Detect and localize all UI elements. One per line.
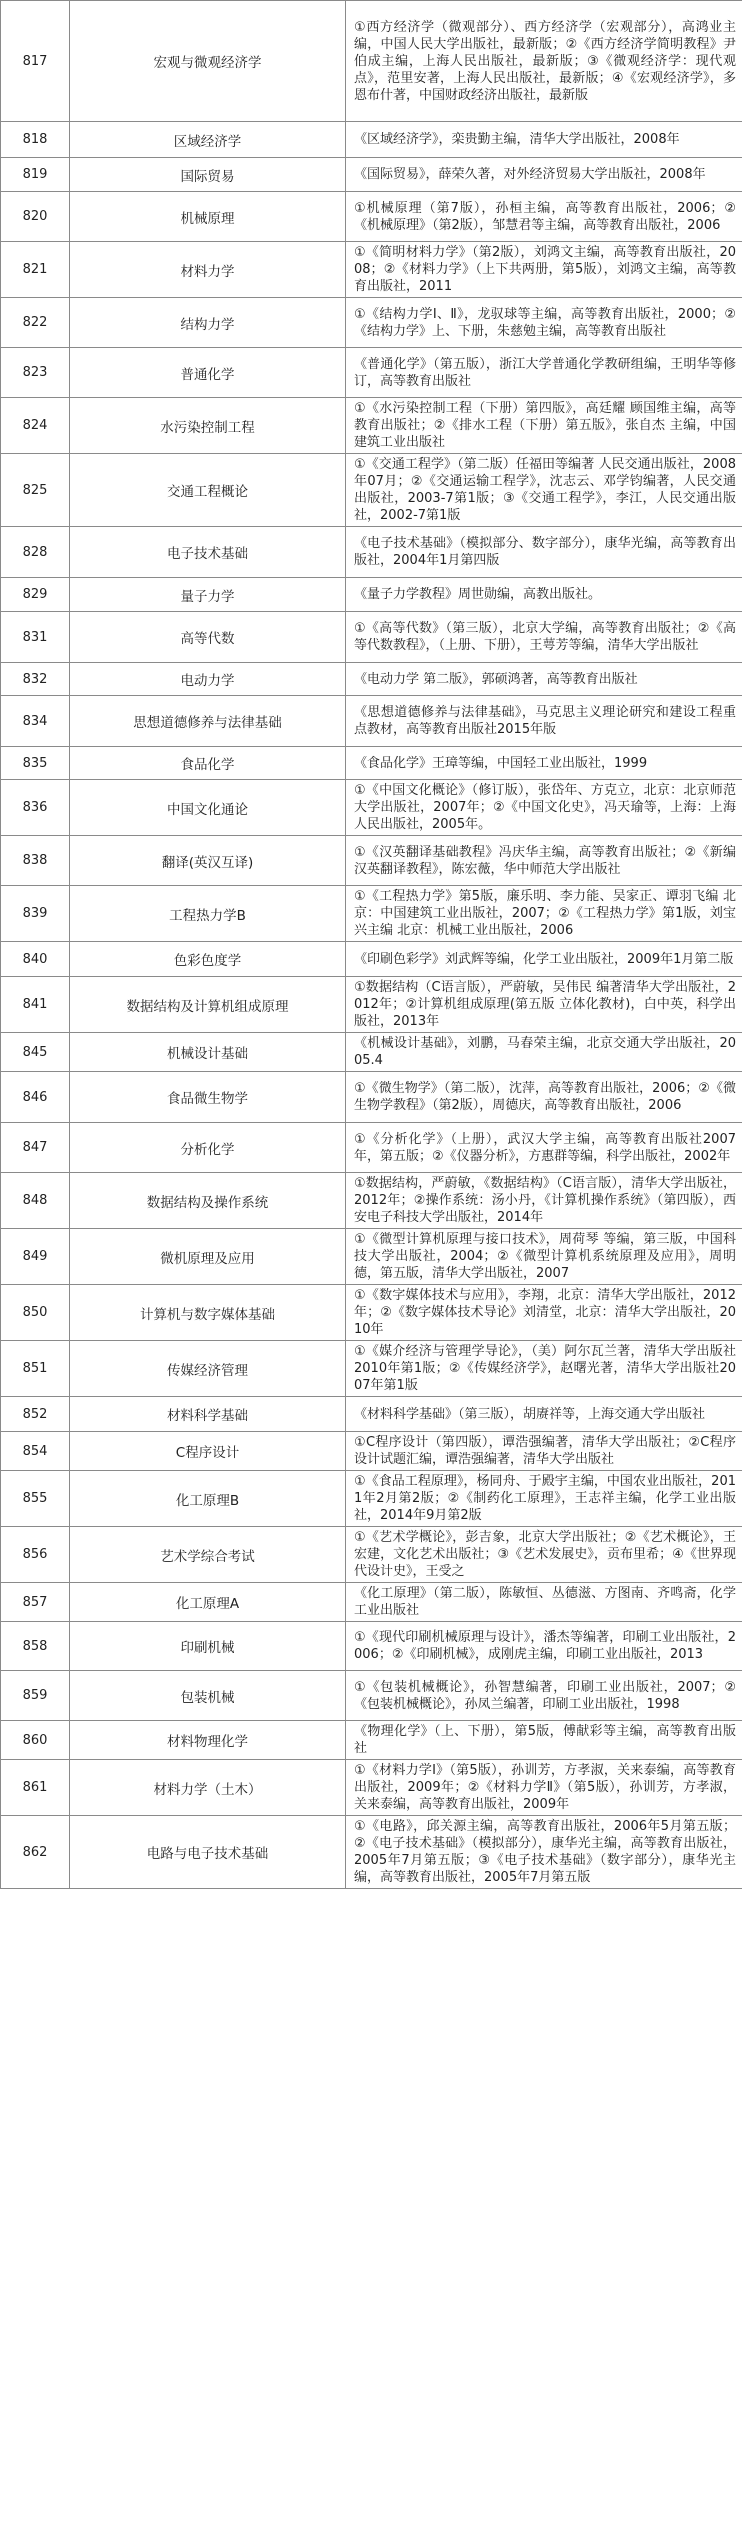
course-name: 高等代数	[70, 612, 346, 663]
table-row	[1, 1072, 742, 1123]
reference-books: ①《汉英翻译基础教程》冯庆华主编，高等教育出版社；②《新编汉英翻译教程》，陈宏薇，华中师范大学出版社	[346, 836, 742, 886]
table-row	[1, 1285, 742, 1341]
table-row	[1, 527, 742, 578]
course-code: 850	[1, 1285, 70, 1341]
course-name: 材料力学	[70, 242, 346, 298]
course-name: 计算机与数字媒体基础	[70, 1285, 346, 1341]
table-row	[1, 836, 742, 886]
course-code: 854	[1, 1432, 70, 1471]
course-code: 828	[1, 527, 70, 578]
course-name: 思想道德修养与法律基础	[70, 696, 346, 747]
reference-books: 《物理化学》（上、下册），第5版，傅献彩等主编，高等教育出版社	[346, 1721, 742, 1760]
table-row	[1, 1721, 742, 1760]
course-name: 分析化学	[70, 1123, 346, 1173]
table-row	[1, 1471, 742, 1527]
table-row	[1, 1583, 742, 1622]
table-row	[1, 1229, 742, 1285]
course-name: 工程热力学B	[70, 886, 346, 942]
course-name: 数据结构及操作系统	[70, 1173, 346, 1229]
table-row	[1, 578, 742, 612]
course-code: 851	[1, 1341, 70, 1397]
course-code: 856	[1, 1527, 70, 1583]
table-row	[1, 1432, 742, 1471]
course-name: 结构力学	[70, 298, 346, 348]
reference-books: 《区域经济学》，栾贵勤主编，清华大学出版社，2008年	[346, 122, 742, 158]
course-name: 国际贸易	[70, 158, 346, 192]
course-name: 量子力学	[70, 578, 346, 612]
course-code: 847	[1, 1123, 70, 1173]
course-name: 机械原理	[70, 192, 346, 242]
course-name: 中国文化通论	[70, 780, 346, 836]
reference-books: ①《现代印刷机械原理与设计》，潘杰等编著，印刷工业出版社，2006；②《印刷机械》，成刚虎主编，印刷工业出版社，2013	[346, 1622, 742, 1671]
table-row	[1, 612, 742, 663]
course-name: 微机原理及应用	[70, 1229, 346, 1285]
reference-books: ①C程序设计（第四版），谭浩强编著，清华大学出版社；②C程序设计试题汇编，谭浩强编著，清华大学出版社	[346, 1432, 742, 1471]
course-code: 861	[1, 1760, 70, 1816]
table-row	[1, 663, 742, 696]
course-code: 835	[1, 747, 70, 780]
course-code: 852	[1, 1397, 70, 1432]
table-row	[1, 1123, 742, 1173]
course-name: 化工原理B	[70, 1471, 346, 1527]
table-row	[1, 122, 742, 158]
course-name: 电路与电子技术基础	[70, 1816, 346, 1889]
table-row	[1, 298, 742, 348]
reference-books: ①《微生物学》（第二版），沈萍，高等教育出版社，2006；②《微生物学教程》（第2版），周德庆，高等教育出版社，2006	[346, 1072, 742, 1123]
course-code: 834	[1, 696, 70, 747]
course-code: 855	[1, 1471, 70, 1527]
reference-books: ①《结构力学Ⅰ、Ⅱ》，龙驭球等主编，高等教育出版社，2000；②《结构力学》上、下册，朱慈勉主编，高等教育出版社	[346, 298, 742, 348]
reference-books: 《化工原理》（第二版），陈敏恒、丛德滋、方图南、齐鸣斋，化学工业出版社	[346, 1583, 742, 1622]
course-name: 艺术学综合考试	[70, 1527, 346, 1583]
course-name: 印刷机械	[70, 1622, 346, 1671]
table-row	[1, 1622, 742, 1671]
table-row	[1, 1033, 742, 1072]
reference-books: ①《媒介经济与管理学导论》，（美）阿尔瓦兰著，清华大学出版社 2010年第1版；②《传媒经济学》，赵曙光著，清华大学出版社2007年第1版	[346, 1341, 742, 1397]
table-row	[1, 1671, 742, 1721]
course-name: 材料科学基础	[70, 1397, 346, 1432]
reference-books: ①《分析化学》（上册），武汉大学主编，高等教育出版社2007年，第五版；②《仪器分析》，方惠群等编，科学出版社，2002年	[346, 1123, 742, 1173]
course-code: 841	[1, 977, 70, 1033]
reference-books: ①《食品工程原理》，杨同舟、于殿宇主编，中国农业出版社，2011年2月第2版；②《制药化工原理》，王志祥主编，化学工业出版社，2014年9月第2版	[346, 1471, 742, 1527]
course-name: 色彩色度学	[70, 942, 346, 977]
course-code: 840	[1, 942, 70, 977]
course-code: 832	[1, 663, 70, 696]
course-name: 翻译(英汉互译)	[70, 836, 346, 886]
table-row	[1, 886, 742, 942]
course-code: 829	[1, 578, 70, 612]
table-row	[1, 696, 742, 747]
reference-books: 《量子力学教程》周世勋编，高教出版社。	[346, 578, 742, 612]
course-code: 858	[1, 1622, 70, 1671]
table-row	[1, 348, 742, 398]
table-row	[1, 1397, 742, 1432]
reference-books: 《材料科学基础》（第三版），胡赓祥等，上海交通大学出版社	[346, 1397, 742, 1432]
course-code: 860	[1, 1721, 70, 1760]
course-name: C程序设计	[70, 1432, 346, 1471]
table-row	[1, 398, 742, 454]
course-name: 水污染控制工程	[70, 398, 346, 454]
course-code: 839	[1, 886, 70, 942]
course-name: 材料力学（土木）	[70, 1760, 346, 1816]
reference-books: ①西方经济学（微观部分）、西方经济学（宏观部分），高鸿业主编，中国人民大学出版社，最新版；②《西方经济学简明教程》尹伯成主编，上海人民出版社，最新版；③《微观经济学：现代观点》，范里安著，上海人民出版社，最新版；④《宏观经济学》，多恩布什著，中国财政经济出版社，最新版	[346, 1, 742, 122]
table-row	[1, 1760, 742, 1816]
table-row	[1, 1, 742, 122]
course-code: 845	[1, 1033, 70, 1072]
reference-books: ①数据结构（C语言版），严蔚敏，吴伟民 编著清华大学出版社，2012年；②计算机组成原理(第五版 立体化教材)，白中英，科学出版社，2013年	[346, 977, 742, 1033]
reference-books: ①《艺术学概论》，彭吉象，北京大学出版社；②《艺术概论》，王宏建，文化艺术出版社；③《艺术发展史》，贡布里希；④《世界现代设计史》，王受之	[346, 1527, 742, 1583]
course-code: 823	[1, 348, 70, 398]
course-code: 838	[1, 836, 70, 886]
table-row	[1, 780, 742, 836]
reference-books: ①《高等代数》（第三版），北京大学编，高等教育出版社；②《高等代数教程》，（上册、下册），王萼芳等编，清华大学出版社	[346, 612, 742, 663]
course-code: 859	[1, 1671, 70, 1721]
course-code: 857	[1, 1583, 70, 1622]
reference-books: 《机械设计基础》，刘鹏，马春荣主编，北京交通大学出版社，2005.4	[346, 1033, 742, 1072]
course-name: 食品微生物学	[70, 1072, 346, 1123]
course-name: 食品化学	[70, 747, 346, 780]
reference-books: ①机械原理（第7版），孙桓主编，高等教育出版社，2006；②《机械原理》（第2版），邹慧君等主编，高等教育出版社，2006	[346, 192, 742, 242]
course-code: 821	[1, 242, 70, 298]
course-code: 846	[1, 1072, 70, 1123]
course-code: 848	[1, 1173, 70, 1229]
reference-books: 《印刷色彩学》刘武辉等编，化学工业出版社，2009年1月第二版	[346, 942, 742, 977]
reference-books: ①数据结构，严蔚敏，《数据结构》（C语言版），清华大学出版社，2012年；②操作系统：汤小丹，《计算机操作系统》（第四版），西安电子科技大学出版社，2014年	[346, 1173, 742, 1229]
reference-books: 《思想道德修养与法律基础》，马克思主义理论研究和建设工程重点教材，高等教育出版社2015年版	[346, 696, 742, 747]
reference-books: ①《交通工程学》（第二版）任福田等编著 人民交通出版社，2008年07月；②《交通运输工程学》，沈志云、邓学钧编著，人民交通出版社，2003-7第1版；③《交通工程学》，李江，人民交通出版社，2002-7第1版	[346, 454, 742, 527]
table-row	[1, 747, 742, 780]
course-name: 交通工程概论	[70, 454, 346, 527]
table-row	[1, 192, 742, 242]
table-row	[1, 1341, 742, 1397]
reference-books: ①《电路》，邱关源主编，高等教育出版社，2006年5月第五版；②《电子技术基础》（模拟部分），康华光主编，高等教育出版社，2005年7月第五版；③《电子技术基础》（数字部分），康华光主编，高等教育出版社，2005年7月第五版	[346, 1816, 742, 1889]
course-code: 825	[1, 454, 70, 527]
course-name: 宏观与微观经济学	[70, 1, 346, 122]
reference-books: ①《简明材料力学》（第2版），刘鸿文主编，高等教育出版社，2008；②《材料力学》（上下共两册，第5版），刘鸿文主编，高等教育出版社，2011	[346, 242, 742, 298]
course-code: 820	[1, 192, 70, 242]
table-row	[1, 977, 742, 1033]
course-name: 区域经济学	[70, 122, 346, 158]
course-name: 传媒经济管理	[70, 1341, 346, 1397]
reference-books: ①《中国文化概论》（修订版），张岱年、方克立，北京：北京师范大学出版社，2007年；②《中国文化史》，冯天瑜等，上海：上海人民出版社，2005年。	[346, 780, 742, 836]
table-row	[1, 1173, 742, 1229]
course-table-body	[1, 1, 742, 1889]
course-code: 817	[1, 1, 70, 122]
course-code: 831	[1, 612, 70, 663]
reference-books: 《食品化学》王璋等编，中国轻工业出版社，1999	[346, 747, 742, 780]
reference-books: 《普通化学》（第五版），浙江大学普通化学教研组编，王明华等修订，高等教育出版社	[346, 348, 742, 398]
course-code: 819	[1, 158, 70, 192]
table-row	[1, 1527, 742, 1583]
course-name: 机械设计基础	[70, 1033, 346, 1072]
table-row	[1, 158, 742, 192]
reference-books: 《电动力学 第二版》，郭硕鸿著，高等教育出版社	[346, 663, 742, 696]
course-name: 包装机械	[70, 1671, 346, 1721]
table-row	[1, 1816, 742, 1889]
course-name: 普通化学	[70, 348, 346, 398]
course-code: 849	[1, 1229, 70, 1285]
table-row	[1, 942, 742, 977]
reference-books: 《电子技术基础》（模拟部分、数字部分），康华光编，高等教育出版社，2004年1月第四版	[346, 527, 742, 578]
course-name: 电子技术基础	[70, 527, 346, 578]
course-name: 化工原理A	[70, 1583, 346, 1622]
table-row	[1, 454, 742, 527]
course-code: 824	[1, 398, 70, 454]
table-row	[1, 242, 742, 298]
reference-books: ①《材料力学Ⅰ》（第5版），孙训芳，方孝淑，关来泰编，高等教育出版社，2009年；②《材料力学Ⅱ》（第5版），孙训芳，方孝淑，关来泰编，高等教育出版社，2009年	[346, 1760, 742, 1816]
course-code: 836	[1, 780, 70, 836]
reference-books: ①《包装机械概论》，孙智慧编著，印刷工业出版社，2007；②《包装机械概论》，孙凤兰编著，印刷工业出版社，1998	[346, 1671, 742, 1721]
course-code: 822	[1, 298, 70, 348]
reference-books: ①《工程热力学》第5版，廉乐明、李力能、吴家正、谭羽飞编 北京：中国建筑工业出版社，2007；②《工程热力学》第1版，刘宝兴主编 北京：机械工业出版社，2006	[346, 886, 742, 942]
course-code: 818	[1, 122, 70, 158]
course-name: 材料物理化学	[70, 1721, 346, 1760]
reference-books: ①《水污染控制工程（下册）第四版》，高廷耀 顾国维主编，高等教育出版社；②《排水工程（下册）第五版》，张自杰 主编，中国建筑工业出版社	[346, 398, 742, 454]
reference-books: ①《数字媒体技术与应用》，李翔，北京：清华大学出版社，2012年；②《数字媒体技术导论》刘清堂，北京：清华大学出版社，2010年	[346, 1285, 742, 1341]
reference-books: ①《微型计算机原理与接口技术》，周荷琴 等编，第三版，中国科技大学出版社，2004；②《微型计算机系统原理及应用》，周明德，第五版，清华大学出版社，2007	[346, 1229, 742, 1285]
course-name: 电动力学	[70, 663, 346, 696]
course-name: 数据结构及计算机组成原理	[70, 977, 346, 1033]
reference-books: 《国际贸易》，薛荣久著，对外经济贸易大学出版社，2008年	[346, 158, 742, 192]
course-code: 862	[1, 1816, 70, 1889]
